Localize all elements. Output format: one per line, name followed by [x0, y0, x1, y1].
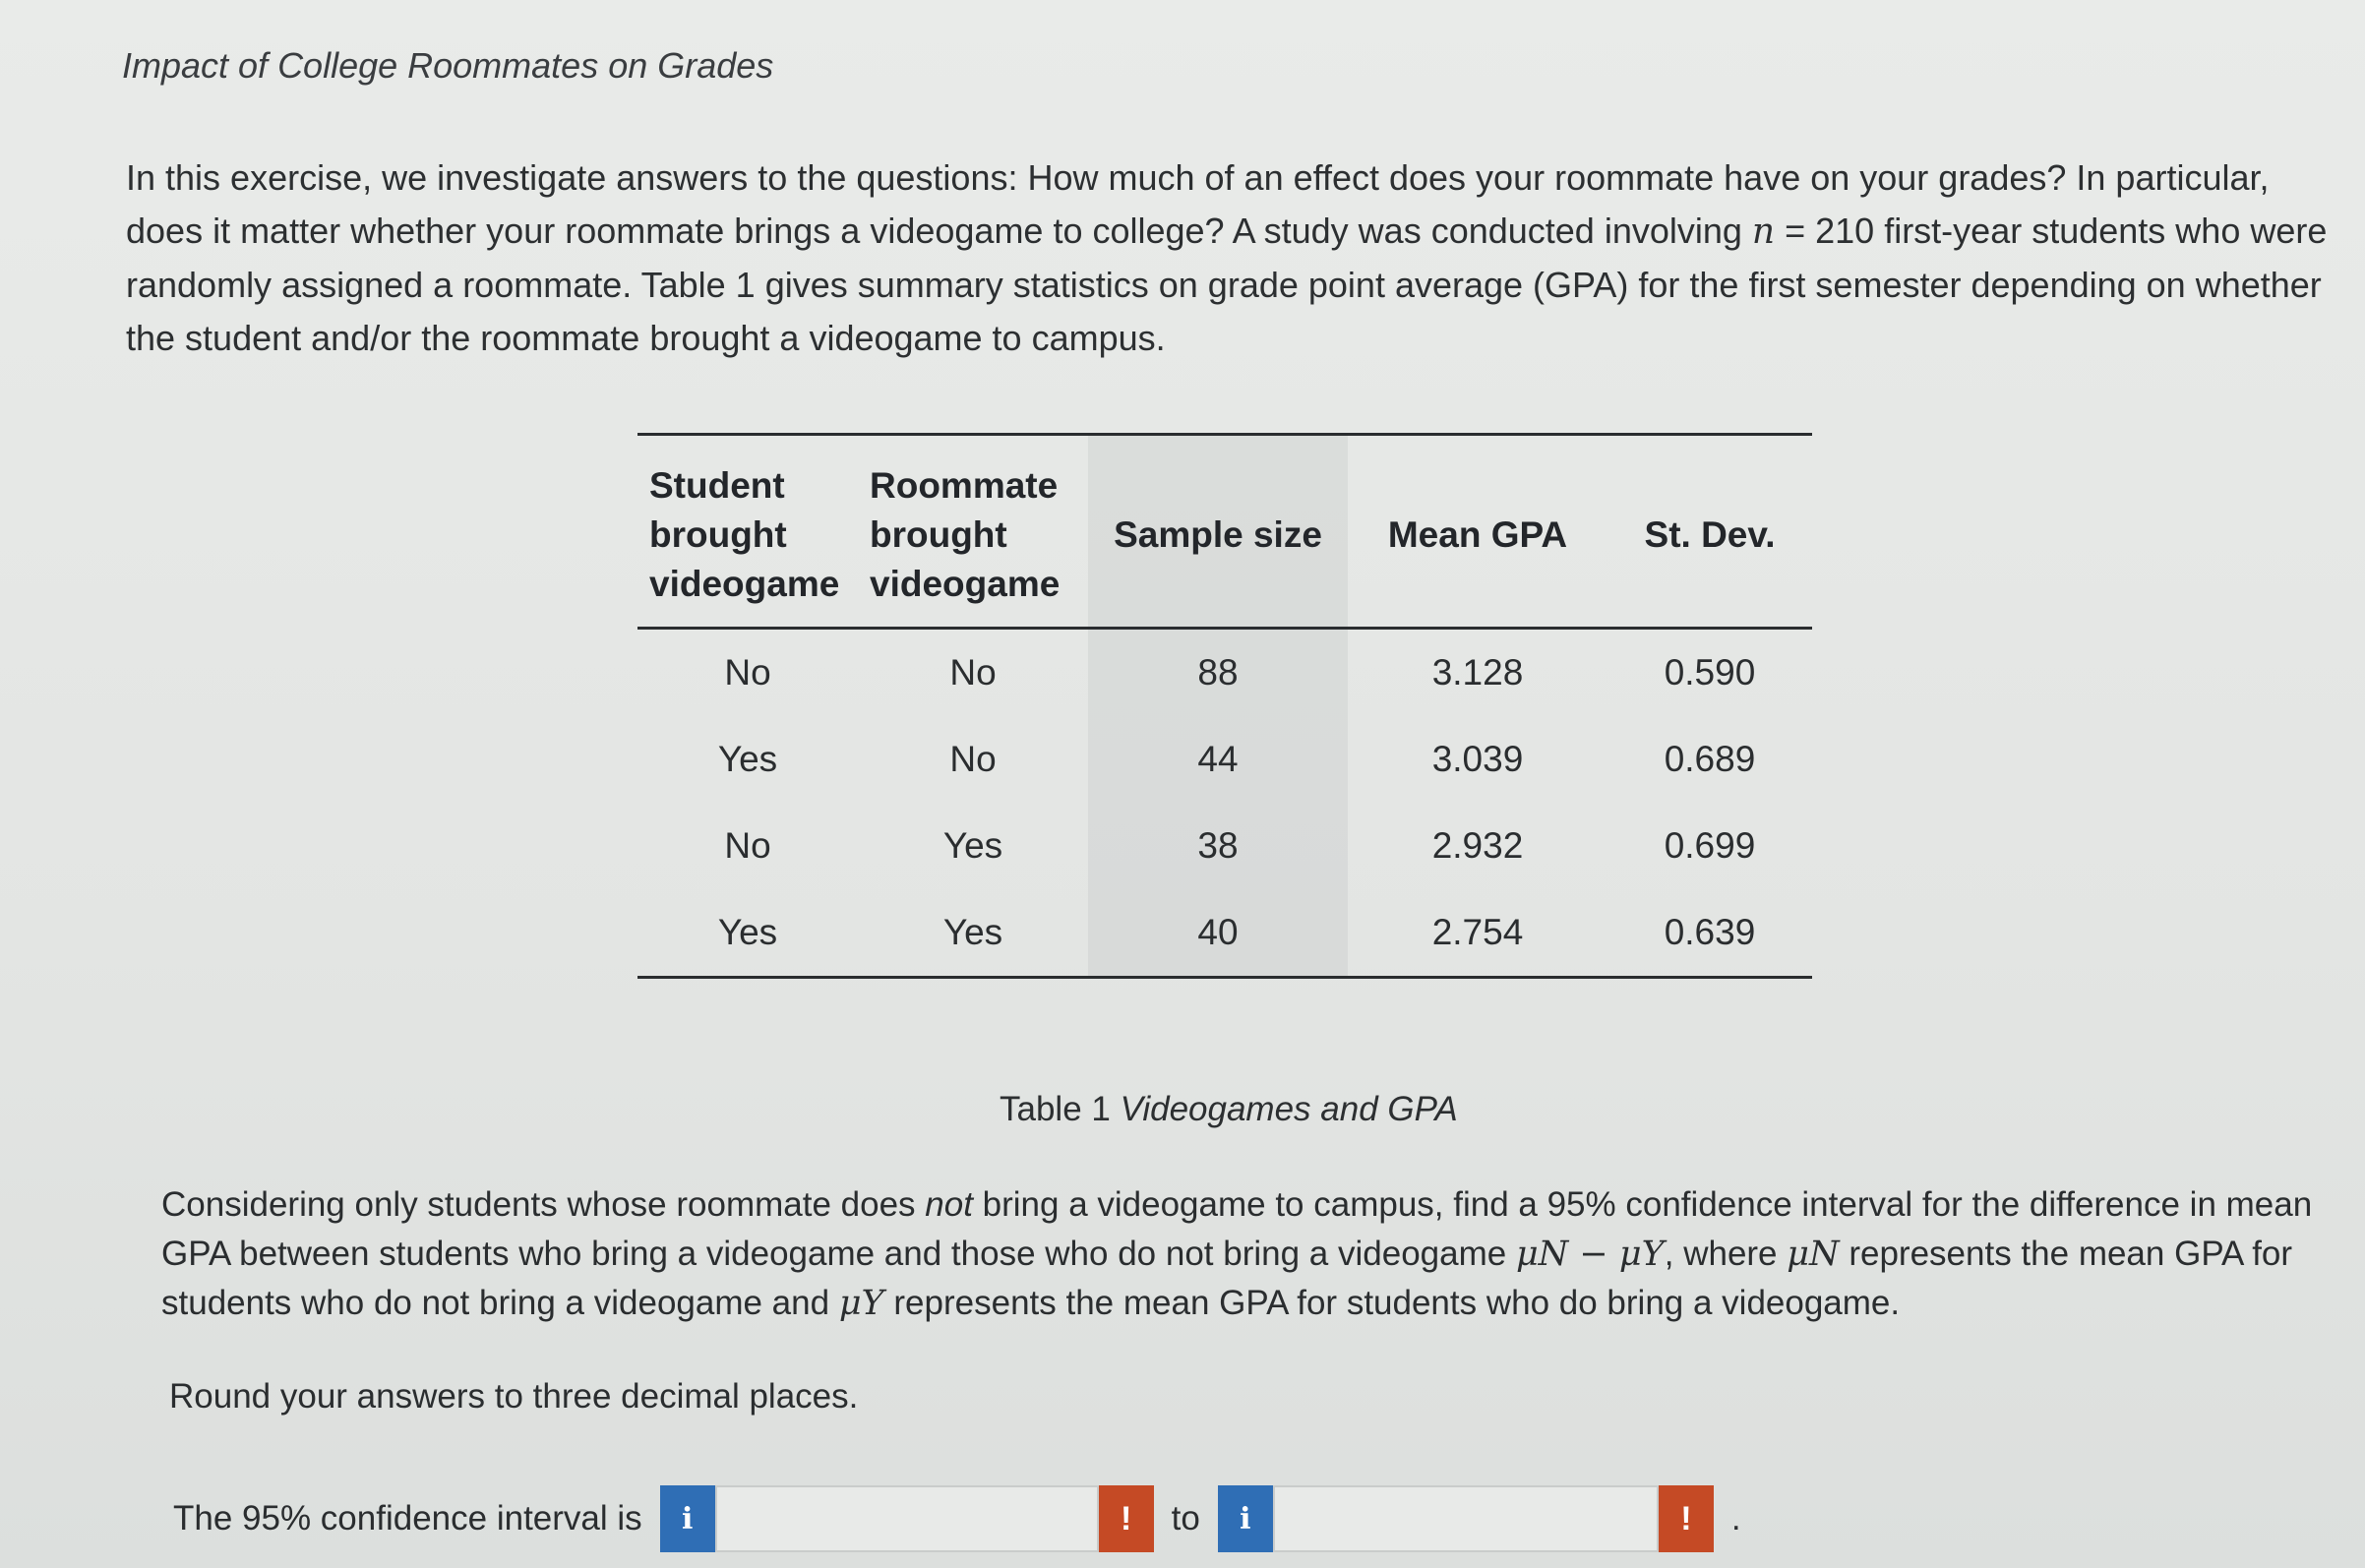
header-student: Student brought videogame	[649, 465, 840, 604]
table-row	[637, 630, 1812, 716]
answer-row	[173, 1485, 1741, 1552]
intro-text-2: first-year students who were randomly assigned a roommate. Table 1 gives summary statistics on grade point average (GPA) for the first semester depending on whether the student and/or the roommate brought a videogame to campus.	[126, 211, 2328, 358]
cell-mean-gpa: 2.932	[1431, 825, 1524, 866]
cell-st-dev: 0.639	[1664, 912, 1756, 952]
cell-roommate: No	[949, 739, 997, 779]
question-text-5: represents the mean GPA for students who do bring a videogame.	[883, 1284, 1901, 1322]
table-row	[637, 889, 1812, 976]
n-variable: n	[1751, 211, 1776, 252]
cell-student: Yes	[717, 739, 778, 779]
answer-period: .	[1730, 1499, 1741, 1538]
cell-student: No	[724, 825, 771, 866]
warning-icon[interactable]: !	[1099, 1485, 1154, 1552]
cell-student: No	[724, 652, 771, 693]
lower-bound-input[interactable]	[715, 1485, 1099, 1552]
cell-roommate: Yes	[942, 825, 1003, 866]
table-caption	[1000, 1090, 1458, 1129]
question-text-2: bring a videogame to campus, find a 95% confidence interval for the difference in mean GPA between students who bring a videogame and those who do not bring a videogame	[161, 1185, 2313, 1273]
table-row	[637, 716, 1812, 803]
page-title: Impact of College Roommates on Grades	[122, 45, 774, 86]
upper-bound-input[interactable]	[1273, 1485, 1659, 1552]
mu-n: μN	[1787, 1235, 1840, 1274]
table-bottom-rule	[637, 976, 1812, 979]
question-text-3: , where	[1664, 1235, 1788, 1273]
mu-y: μY	[838, 1284, 884, 1323]
caption-title: Videogames and GPA	[1120, 1090, 1458, 1128]
header-mean-gpa: Mean GPA	[1387, 514, 1568, 555]
rounding-instruction: Round your answers to three decimal places.	[169, 1377, 859, 1416]
cell-mean-gpa: 3.128	[1431, 652, 1524, 693]
cell-sample-size: 40	[1088, 889, 1348, 976]
cell-sample-size: 44	[1088, 716, 1348, 803]
caption-prefix: Table 1	[1000, 1090, 1111, 1128]
question-paragraph	[161, 1180, 2316, 1328]
cell-sample-size: 38	[1088, 803, 1348, 889]
header-st-dev: St. Dev.	[1644, 514, 1776, 555]
cell-st-dev: 0.590	[1664, 652, 1756, 693]
to-label: to	[1171, 1499, 1200, 1538]
question-emphasis-not: not	[925, 1185, 973, 1224]
info-icon[interactable]: i	[1218, 1485, 1273, 1552]
header-roommate: Roommate brought videogame	[870, 465, 1061, 604]
summary-table	[637, 436, 1812, 976]
cell-st-dev: 0.699	[1664, 825, 1756, 866]
intro-text-1: In this exercise, we investigate answers to the questions: How much of an effect does your roommate have on your grades? In particular, does it matter whether your roommate brings a videogame to college? A study was conducted involving	[126, 157, 2270, 251]
cell-st-dev: 0.689	[1664, 739, 1756, 779]
cell-roommate: Yes	[942, 912, 1003, 952]
n-equals: = 210	[1775, 211, 1875, 251]
answer-label: The 95% confidence interval is	[173, 1499, 642, 1538]
cell-mean-gpa: 3.039	[1431, 739, 1524, 779]
mu-difference: μN − μY	[1515, 1235, 1665, 1274]
question-text-4: represents the mean GPA for students who do not bring a videogame and	[161, 1235, 2293, 1322]
question-text-1: Considering only students whose roommate does	[161, 1185, 926, 1224]
cell-roommate: No	[949, 652, 997, 693]
summary-table-container	[637, 433, 1812, 979]
cell-mean-gpa: 2.754	[1431, 912, 1524, 952]
cell-sample-size: 88	[1088, 630, 1348, 716]
table-row	[637, 803, 1812, 889]
header-sample-size: Sample size	[1088, 436, 1348, 627]
info-icon[interactable]: i	[660, 1485, 715, 1552]
table-header-row	[637, 436, 1812, 627]
intro-paragraph	[126, 151, 2330, 365]
cell-student: Yes	[717, 912, 778, 952]
warning-icon[interactable]: !	[1659, 1485, 1714, 1552]
